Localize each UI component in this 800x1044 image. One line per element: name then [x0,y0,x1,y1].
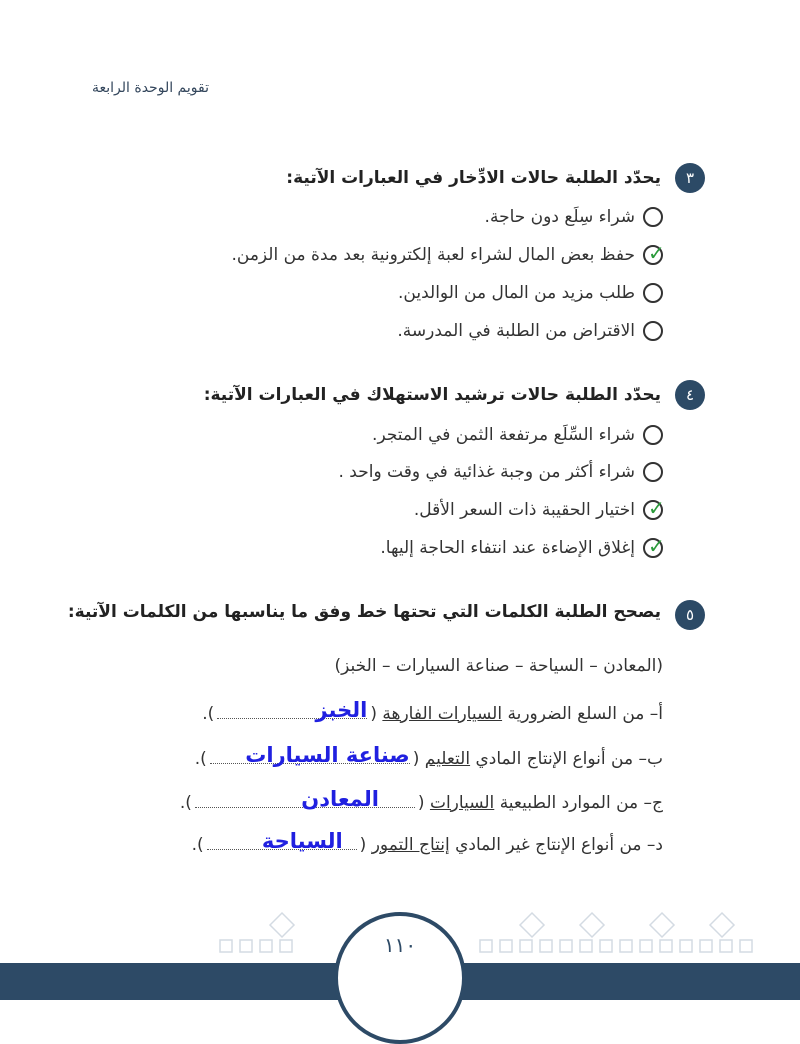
q5-item-b-prefix: ب– من أنواع الإنتاج المادي [475,749,663,769]
q5-item-a-prefix: أ– من السلع الضرورية [507,704,663,724]
q3-option-4-label: الاقتراض من الطلبة في المدرسة. [397,321,635,341]
answer-blank-b[interactable] [210,743,410,767]
q3-option-3[interactable] [398,283,663,303]
q3-option-4[interactable] [397,321,663,341]
radio-circle-icon[interactable] [643,321,663,341]
q5-item-a-underlined: السيارات الفارهة [382,704,503,724]
checked-circle-icon[interactable] [643,241,665,265]
page-number: ١١٠ [383,933,417,957]
q5-item-c-answer: المعادن [301,787,379,811]
q3-option-2-label: حفظ بعض المال لشراء لعبة إلكترونية بعد مدة من الزمن. [231,245,635,265]
checkmark-icon: ✓ [648,241,665,265]
q4-option-2-label: شراء أكثر من وجبة غذائية في وقت واحد . [338,462,635,482]
q5-item-c-underlined: السيارات [429,793,495,813]
radio-circle-icon[interactable] [643,283,663,303]
radio-circle-icon[interactable] [643,207,663,227]
q5-item-b-answer: صناعة السيارات [245,743,410,767]
q3-option-1-label: شراء سِلَع دون حاجة. [484,207,635,227]
q5-item-d-answer: السياحة [261,829,343,853]
q4-option-4[interactable] [380,534,665,558]
unit-header: تقويم الوحدة الرابعة [92,80,209,96]
q5-item-c-prefix: ج– من الموارد الطبيعية [499,793,663,813]
q4-option-4-label: إغلاق الإضاءة عند انتفاء الحاجة إليها. [380,538,635,558]
question-4-number: ٤ [675,380,705,410]
checkmark-icon: ✓ [648,534,665,558]
q5-item-d-prefix: د– من أنواع الإنتاج غير المادي [455,835,663,855]
q4-option-3-label: اختيار الحقيبة ذات السعر الأقل. [413,500,635,520]
q5-item-a-answer: الخبز [315,698,368,722]
q5-item-d: د– من أنواع الإنتاج غير المادي إنتاج التمور ( السياحة ). [191,829,663,855]
q3-option-1[interactable] [485,207,663,227]
radio-circle-icon[interactable] [643,462,663,482]
checked-circle-icon[interactable] [643,534,665,558]
question-3-title: يحدّد الطلبة حالات الادِّخار في العبارات الآتية: [286,168,661,188]
q3-option-3-label: طلب مزيد من المال من الوالدين. [398,283,635,303]
decorative-pattern [460,905,780,965]
checked-circle-icon[interactable] [643,496,665,520]
question-3-number: ٣ [675,163,705,193]
word-bank: (المعادن – السياحة – صناعة السيارات – الخبز) [334,656,663,676]
q3-option-2[interactable] [231,241,665,265]
radio-circle-icon[interactable] [643,425,663,445]
answer-blank-d[interactable] [207,829,357,853]
q5-item-b: ب– من أنواع الإنتاج المادي التعليم ( صناعة السيارات ). [194,743,663,769]
q5-item-d-underlined: إنتاج التمور [371,835,450,855]
decorative-pattern-left [170,905,320,965]
question-5-header [61,600,705,630]
q4-option-2[interactable] [338,462,663,482]
checkmark-icon: ✓ [648,496,665,520]
answer-blank-a[interactable] [217,698,368,722]
question-3-header [286,163,705,193]
q4-option-3[interactable] [413,496,665,520]
q4-option-1[interactable] [372,425,663,445]
question-5-number: ٥ [675,600,705,630]
answer-blank-c[interactable] [195,787,415,811]
q5-item-b-underlined: التعليم [424,749,471,769]
q5-item-a: أ– من السلع الضرورية السيارات الفارهة ( الخبز ). [202,698,663,724]
question-5-title: يصحح الطلبة الكلمات التي تحتها خط وفق ما يناسبها من الكلمات الآتية: [67,602,661,622]
question-4-title: يحدّد الطلبة حالات ترشيد الاستهلاك في العبارات الآتية: [203,385,661,405]
q5-item-c: ج– من الموارد الطبيعية السيارات ( المعادن ). [179,787,663,813]
q4-option-1-label: شراء السِّلَع مرتفعة الثمن في المتجر. [372,425,635,445]
page-number-badge [334,912,466,1044]
question-4-header [204,380,705,410]
